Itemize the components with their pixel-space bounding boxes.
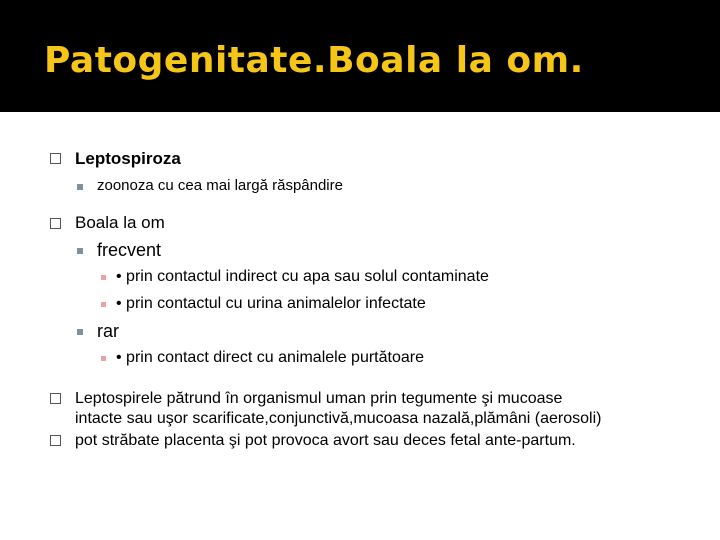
item-boala-la-om: Boala la om <box>75 213 165 232</box>
bullet-square-icon <box>50 435 61 446</box>
bullet-small-square-icon <box>77 329 83 335</box>
item-rar: rar <box>97 321 119 341</box>
item-leptospiroza: Leptospiroza <box>75 149 181 168</box>
bullet-tiny-square-icon <box>101 356 106 361</box>
item-zoonoza: zoonoza cu cea mai largă răspândire <box>97 177 343 194</box>
bullet-tiny-square-icon <box>101 302 106 307</box>
item-contact-urina: • prin contactul cu urina animalelor infectate <box>116 295 426 312</box>
bullet-small-square-icon <box>77 248 83 254</box>
bullet-square-icon <box>50 393 61 404</box>
item-frecvent: frecvent <box>97 240 162 260</box>
bullet-square-icon <box>50 218 61 229</box>
bullet-square-icon <box>50 153 61 164</box>
bullet-small-square-icon <box>77 184 83 190</box>
item-placenta: pot străbate placenta şi pot provoca avort sau deces fetal ante-partum. <box>75 432 576 449</box>
bullet-tiny-square-icon <box>101 275 106 280</box>
item-patrund-line1: Leptospirele pătrund în organismul uman prin tegumente şi mucoase <box>75 390 563 407</box>
item-patrund-line2: intacte sau uşor scarificate,conjunctivă,mucoasa nazală,plămâni (aerosoli) <box>75 410 602 427</box>
item-contact-direct: • prin contact direct cu animalele purtătoare <box>116 349 424 366</box>
title-bar <box>0 0 720 112</box>
item-contact-indirect: • prin contactul indirect cu apa sau solul contaminate <box>116 268 489 285</box>
slide-title: Patogenitate.Boala la om. <box>44 40 584 81</box>
